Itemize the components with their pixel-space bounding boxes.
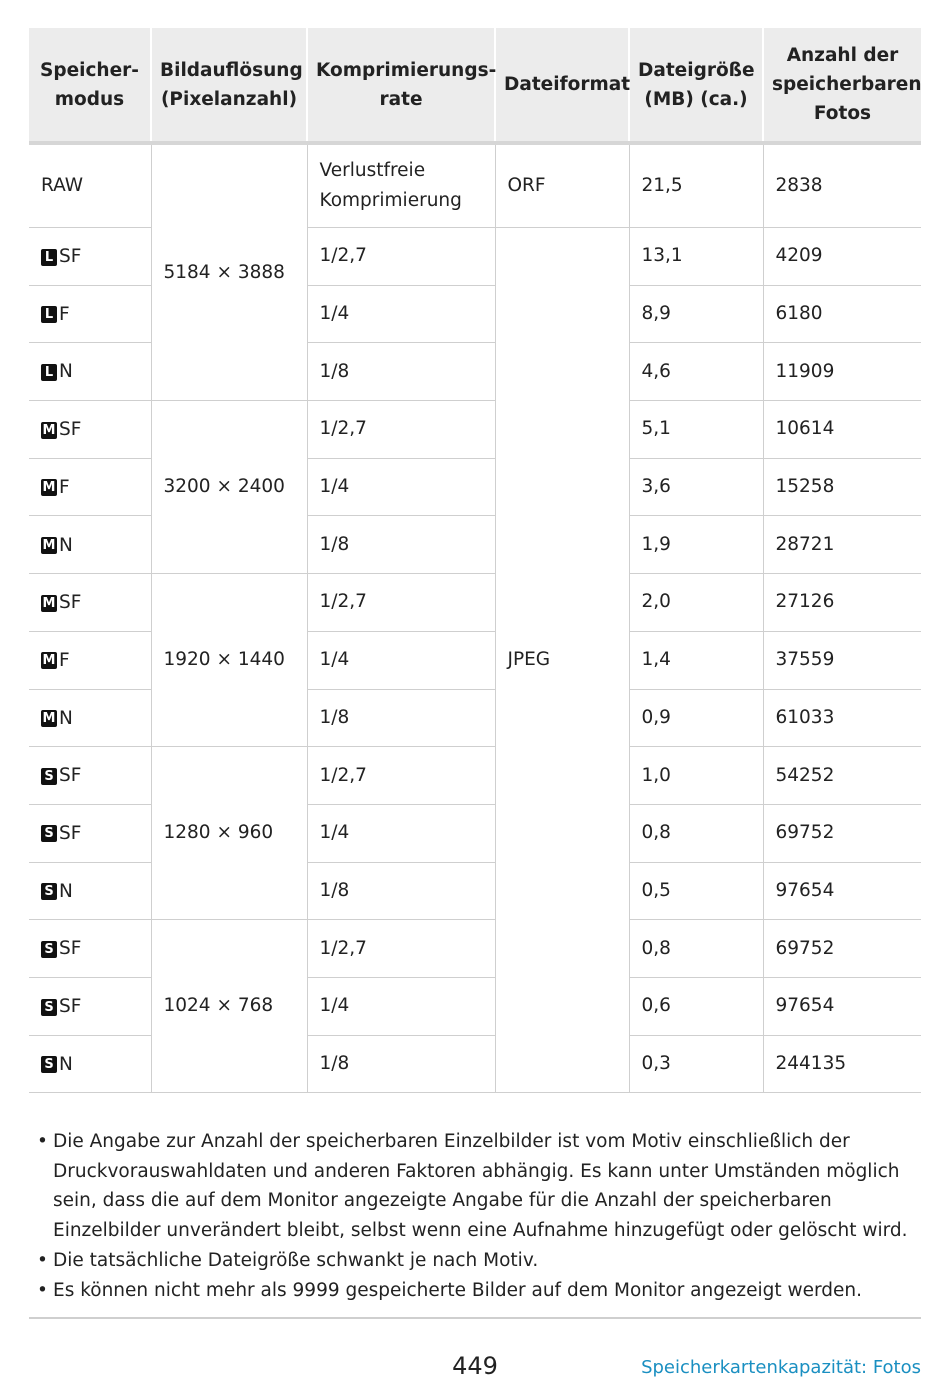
size-s-icon: S <box>41 825 57 842</box>
count-cell: 97654 <box>763 977 921 1035</box>
note-item: • Die Angabe zur Anzahl der speicherbaren Einzelbilder ist vom Motiv einschließlich der Druckvorauswahldaten und anderen Faktoren abhängig. Es kann unter Umständen möglich sein, dass die auf dem Monitor angezeigte Angabe für die Anzahl der speicherbaren Einzelbilder unverändert bleibt, selbst wenn eine Aufnahme hinzugefügt oder gelöscht wird. <box>29 1127 921 1246</box>
size-s-icon: S <box>41 768 57 785</box>
count-cell: 69752 <box>763 920 921 978</box>
size-cell: 1,9 <box>629 516 763 574</box>
header-komprimierungsrate: Komprimierungs- rate <box>307 28 495 143</box>
format-cell: JPEG <box>495 228 629 1093</box>
header-anzahl-fotos: Anzahl der speicherbaren Fotos <box>763 28 921 143</box>
size-s-icon: S <box>41 941 57 958</box>
compression-cell: 1/4 <box>307 631 495 689</box>
compression-cell: 1/2,7 <box>307 920 495 978</box>
mode-cell: M N <box>29 689 151 747</box>
mode-cell: M N <box>29 516 151 574</box>
table-row <box>29 747 921 805</box>
mode-cell: M SF <box>29 574 151 632</box>
compression-cell: 1/8 <box>307 516 495 574</box>
header-speichermodus: Speicher- modus <box>29 28 151 143</box>
capacity-table-section <box>29 28 921 1093</box>
compression-cell: 1/8 <box>307 862 495 920</box>
size-cell: 0,8 <box>629 804 763 862</box>
mode-cell: S SF <box>29 747 151 805</box>
count-cell: 10614 <box>763 401 921 459</box>
table-row <box>29 143 921 228</box>
count-cell: 2838 <box>763 143 921 228</box>
compression-cell: 1/2,7 <box>307 574 495 632</box>
size-s-icon: S <box>41 999 57 1016</box>
note-item: • Es können nicht mehr als 9999 gespeicherte Bilder auf dem Monitor angezeigt werden. <box>29 1276 921 1306</box>
resolution-cell: 1024 × 768 <box>151 920 307 1093</box>
size-cell: 3,6 <box>629 458 763 516</box>
header-dateigroesse: Dateigröße (MB) (ca.) <box>629 28 763 143</box>
size-cell: 2,0 <box>629 574 763 632</box>
count-cell: 54252 <box>763 747 921 805</box>
count-cell: 4209 <box>763 228 921 286</box>
compression-cell: 1/4 <box>307 458 495 516</box>
count-cell: 27126 <box>763 574 921 632</box>
count-cell: 97654 <box>763 862 921 920</box>
size-cell: 0,8 <box>629 920 763 978</box>
resolution-cell: 1920 × 1440 <box>151 574 307 747</box>
mode-cell: S N <box>29 862 151 920</box>
table-row <box>29 920 921 978</box>
size-s-icon: S <box>41 883 57 900</box>
size-cell: 0,3 <box>629 1035 763 1093</box>
count-cell: 61033 <box>763 689 921 747</box>
format-cell: ORF <box>495 143 629 228</box>
compression-cell: 1/4 <box>307 285 495 343</box>
compression-cell: 1/4 <box>307 804 495 862</box>
resolution-cell: 1280 × 960 <box>151 747 307 920</box>
header-bildaufloesung: Bildauflösung (Pixelanzahl) <box>151 28 307 143</box>
size-m-icon: M <box>42 595 56 611</box>
count-cell: 15258 <box>763 458 921 516</box>
size-cell: 1,4 <box>629 631 763 689</box>
size-s-icon: S <box>41 1056 57 1073</box>
mode-cell: RAW <box>29 143 151 228</box>
resolution-cell: 5184 × 3888 <box>151 143 307 401</box>
size-cell: 8,9 <box>629 285 763 343</box>
compression-cell: 1/8 <box>307 689 495 747</box>
compression-cell: Verlustfreie Komprimierung <box>307 143 495 228</box>
mode-cell: S N <box>29 1035 151 1093</box>
mode-cell: S SF <box>29 804 151 862</box>
count-cell: 244135 <box>763 1035 921 1093</box>
table-row <box>29 401 921 459</box>
size-l-icon: L <box>41 364 57 381</box>
size-l-icon: L <box>41 249 57 266</box>
count-cell: 28721 <box>763 516 921 574</box>
size-m-icon: M <box>42 538 56 554</box>
mode-cell: M SF <box>29 401 151 459</box>
size-cell: 0,6 <box>629 977 763 1035</box>
count-cell: 11909 <box>763 343 921 401</box>
header-dateiformat: Dateiformat <box>495 28 629 143</box>
size-cell: 1,0 <box>629 747 763 805</box>
count-cell: 6180 <box>763 285 921 343</box>
size-cell: 4,6 <box>629 343 763 401</box>
size-cell: 0,5 <box>629 862 763 920</box>
compression-cell: 1/2,7 <box>307 747 495 805</box>
mode-cell: M F <box>29 458 151 516</box>
mode-cell: S SF <box>29 920 151 978</box>
compression-cell: 1/8 <box>307 1035 495 1093</box>
capacity-table <box>29 28 921 1093</box>
notes-list <box>29 1127 921 1305</box>
size-l-icon: L <box>41 306 57 323</box>
mode-cell: L SF <box>29 228 151 286</box>
size-cell: 13,1 <box>629 228 763 286</box>
size-cell: 5,1 <box>629 401 763 459</box>
mode-cell: S SF <box>29 977 151 1035</box>
footer-divider <box>29 1317 921 1319</box>
resolution-cell: 3200 × 2400 <box>151 401 307 574</box>
compression-cell: 1/8 <box>307 343 495 401</box>
size-cell: 0,9 <box>629 689 763 747</box>
notes-section <box>29 1127 921 1305</box>
compression-cell: 1/2,7 <box>307 401 495 459</box>
table-header-row <box>29 28 921 143</box>
page-number: 449 <box>452 1352 498 1380</box>
compression-cell: 1/2,7 <box>307 228 495 286</box>
size-m-icon: M <box>42 422 56 438</box>
size-m-icon: M <box>42 653 56 669</box>
note-item: • Die tatsächliche Dateigröße schwankt je nach Motiv. <box>29 1246 921 1276</box>
section-title-link[interactable]: Speicherkartenkapazität: Fotos <box>641 1357 921 1378</box>
count-cell: 37559 <box>763 631 921 689</box>
size-m-icon: M <box>42 480 56 496</box>
count-cell: 69752 <box>763 804 921 862</box>
size-m-icon: M <box>42 711 56 727</box>
size-cell: 21,5 <box>629 143 763 228</box>
mode-cell: L N <box>29 343 151 401</box>
mode-cell: L F <box>29 285 151 343</box>
compression-cell: 1/4 <box>307 977 495 1035</box>
table-row <box>29 574 921 632</box>
mode-cell: M F <box>29 631 151 689</box>
